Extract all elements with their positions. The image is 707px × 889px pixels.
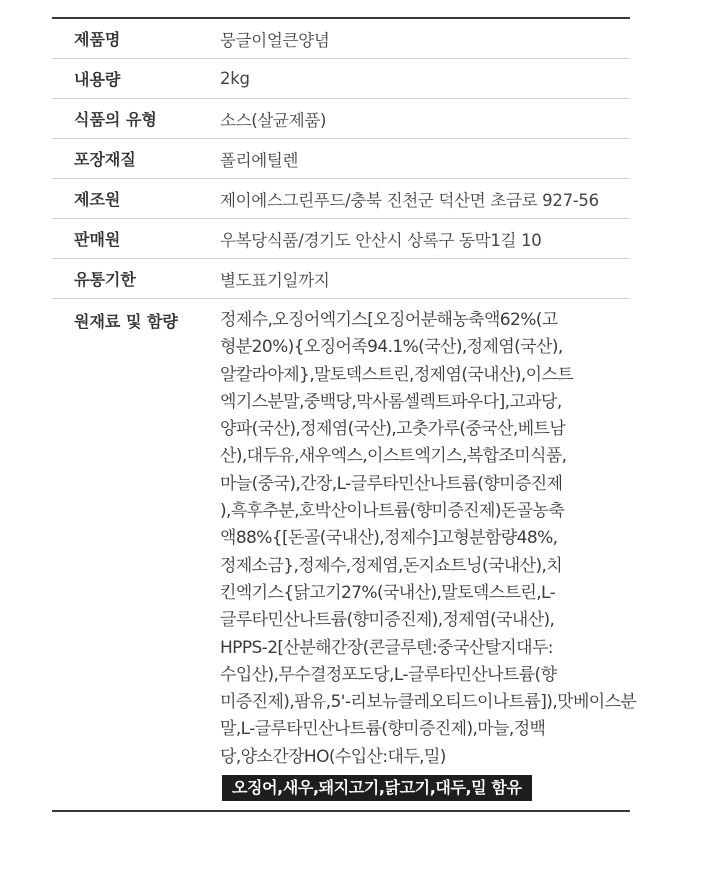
ingredients-line: 글루타민산나트륨(향미증진제),정제염(국내산), bbox=[220, 610, 555, 631]
value-packaging: 폴리에틸렌 bbox=[220, 150, 299, 170]
row-food-type bbox=[52, 99, 630, 139]
ingredients-line: 엑기스분말,중백당,막사롬셀렉트파우다],고과당, bbox=[220, 391, 562, 412]
ingredients-line: 정제소금},정제수,정제염,돈지쇼트닝(국내산),치 bbox=[220, 555, 563, 576]
ingredients-line: 알칼라아제},말토덱스트린,정제염(국내산),이스트 bbox=[220, 364, 574, 385]
value-expiry: 별도표기일까지 bbox=[220, 270, 330, 290]
ingredients-line: 산),대두유,새우엑스,이스트엑기스,복합조미식품, bbox=[220, 446, 567, 467]
row-manufacturer bbox=[52, 179, 630, 219]
row-product-name bbox=[52, 19, 630, 59]
label-manufacturer: 제조원 bbox=[74, 190, 121, 209]
label-seller: 판매원 bbox=[74, 230, 121, 249]
ingredients-line: 수입산),무수결정포도당,L-글루타민산나트륨(향 bbox=[220, 664, 557, 685]
row-ingredients bbox=[52, 299, 637, 810]
value-manufacturer: 제이에스그린푸드/충북 진천군 덕산면 초금로 927-56 bbox=[220, 190, 599, 210]
value-ingredients bbox=[220, 307, 637, 802]
ingredients-line: ),흑후추분,호박산이나트륨(향미증진제)돈골농축 bbox=[220, 501, 565, 522]
label-expiry: 유통기한 bbox=[74, 270, 136, 289]
ingredients-line: HPPS-2[산분해간장(콘글루텐:중국산탈지대두: bbox=[220, 637, 553, 658]
label-net-weight: 내용량 bbox=[74, 70, 121, 89]
row-seller bbox=[52, 219, 630, 259]
row-packaging bbox=[52, 139, 630, 179]
value-food-type: 소스(살균제품) bbox=[220, 110, 327, 130]
ingredients-line: 마늘(중국),간장,L-글루타민산나트륨(향미증진제 bbox=[220, 473, 563, 494]
ingredients-line: 당,양소간장HO(수입산:대두,밀) bbox=[220, 746, 446, 767]
ingredients-line: 미증진제),팜유,5'-리보뉴클레오티드이나트륨]),맛베이스분 bbox=[220, 692, 637, 713]
ingredients-line: 형분20%){오징어족94.1%(국산),정제염(국산), bbox=[220, 337, 563, 358]
ingredients-line: 양파(국산),정제염(국산),고춧가루(중국산,베트남 bbox=[220, 419, 566, 440]
allergy-badge: 오징어,새우,돼지고기,닭고기,대두,밀 함유 bbox=[222, 775, 532, 801]
row-expiry bbox=[52, 259, 630, 299]
label-product-name: 제품명 bbox=[74, 30, 121, 49]
label-packaging: 포장재질 bbox=[74, 150, 136, 169]
value-product-name: 뭉글이얼큰양념 bbox=[220, 30, 330, 50]
value-net-weight: 2kg bbox=[220, 69, 250, 88]
ingredients-line: 킨엑기스{닭고기27%(국내산),말토덱스트린,L- bbox=[220, 582, 556, 603]
label-food-type: 식품의 유형 bbox=[74, 110, 157, 129]
label-ingredients: 원재료 및 함량 bbox=[74, 312, 178, 331]
ingredients-line: 말,L-글루타민산나트륨(향미증진제),마늘,정백 bbox=[220, 719, 546, 740]
ingredients-line: 액88%{[돈골(국내산),정제수]고형분함량48%, bbox=[220, 528, 558, 549]
ingredients-line: 정제수,오징어엑기스[오징어분해농축액62%(고 bbox=[220, 310, 558, 330]
value-seller: 우복당식품/경기도 안산시 상록구 동막1길 10 bbox=[220, 230, 542, 250]
product-info-table bbox=[52, 17, 637, 812]
row-net-weight bbox=[52, 59, 630, 99]
